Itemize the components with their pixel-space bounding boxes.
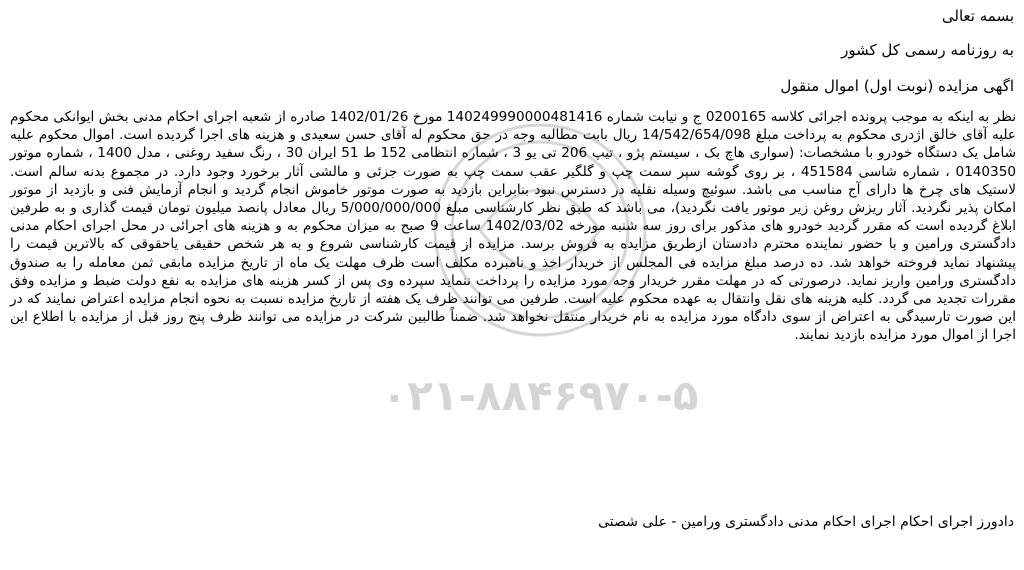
header-bismillah: بسمه تعالی: [941, 7, 1014, 25]
signature-line: دادورز اجرای احکام اجرای احکام مدنی دادگستری ورامین - علی شصتی: [598, 514, 1014, 530]
notice-body-paragraph: نظر به اینکه به موجب پرونده اجرائی کلاسه 0200165 ج و نیابت شماره 140249990000481416 مورخ 1402/01/26 صادره از شعبه اجرای احکام مدنی بخش ایوانکی محکوم علیه آقای خالق اژدری محکوم به پرداخت مبلغ 14/542/654/098 ریال بابت مطالبه وجه در حق محکوم له آقای حسن سعیدی و هزینه های اجرا گردیده است. اموال محکوم علیه شامل یک دستگاه خودرو با مشخصات: (سواری هاچ بک ، سیستم پژو ، تیپ 206 تی یو 3 ، شماره انتظامی 152 ط 51 ایران 30 ، رنگ سفید روغنی ، مدل 1400 ، شماره موتور 0140350 ، شماره شاسی 451584 ، بر روی گوشه سپر سمت چپ و گلگیر عقب سمت چپ به صورت جزئی و مالشی آثار برخورد وجود دارد. در مجموع بدنه سالم است. لاستیک های چرخ ها دارای آج مناسب می باشد. سوئیچ وسیله نقلیه در دسترس نبود بنابراین بازدید به صورت موتور خاموش انجام گردید و انجام آزمایش فنی و بازدید از موتور امکان پذیر نگردید. آثار ریزش روغن زیر موتور یافت نگردید)، می باشد که طبق نظر کارشناسی مبلغ 5/000/000/000 ریال معادل پانصد میلیون تومان قیمت گذاری و به طرفین ابلاغ گردیده است که مقرر گردید خودرو های مذکور برای روز سه شنبه مورخه 1402/03/02 ساعت 9 صبح به میزان محکوم به و هزینه های اجرائی در محل اجرای احکام مدنی دادگستری ورامین و با حضور نماینده محترم دادستان ازطریق مزایده به فروش برسد. مزایده از قیمت کارشناسی شروع و به هر شخص حقیقی یاحقوقی که بالاترین قیمت را پیشنهاد نماید فروخته خواهد شد. ده درصد مبلغ مزایده فی المجلس از خریدار اخذ و نامبرده مکلف است ظرف مهلت یک ماه از تاریخ مزایده مابقی ثمن معامله را به صندوق دادگستری ورامین واریز نماید. درصورتی که در مهلت مقرر خریدار وجه مورد مزایده را پرداخت ننماید سپرده وی پس از کسر هزینه های مزایده به نفع دولت ضبط و مزایده وفق مقررات تجدید می گردد. کلیه هزینه های نقل وانتقال به عهده محکوم علیه است. طرفین می توانند ظرف یک هفته از تاریخ مزایده نسبت به نحوه انجام مزایده اعتراض نمایند که در این صورت تارسیدگی به اعتراض از سوی دادگاه مورد مزایده به نام خریدار منتقل نخواهد شد. ضمناً طالبین شرکت در مزایده می توانند ظرف پنج روز قبل از مزایده با اطلاع این اجرا از اموال مورد مزایده بازدید نمایند.: [10, 109, 1017, 344]
header-recipient: به روزنامه رسمی کل کشور: [841, 41, 1014, 59]
watermark-phone: ۰۲۱-۸۸۴۶۹۷۰-۵: [381, 371, 699, 420]
header-notice-title: اگهی مزایده (نوبت اول) اموال منقول: [780, 77, 1014, 95]
